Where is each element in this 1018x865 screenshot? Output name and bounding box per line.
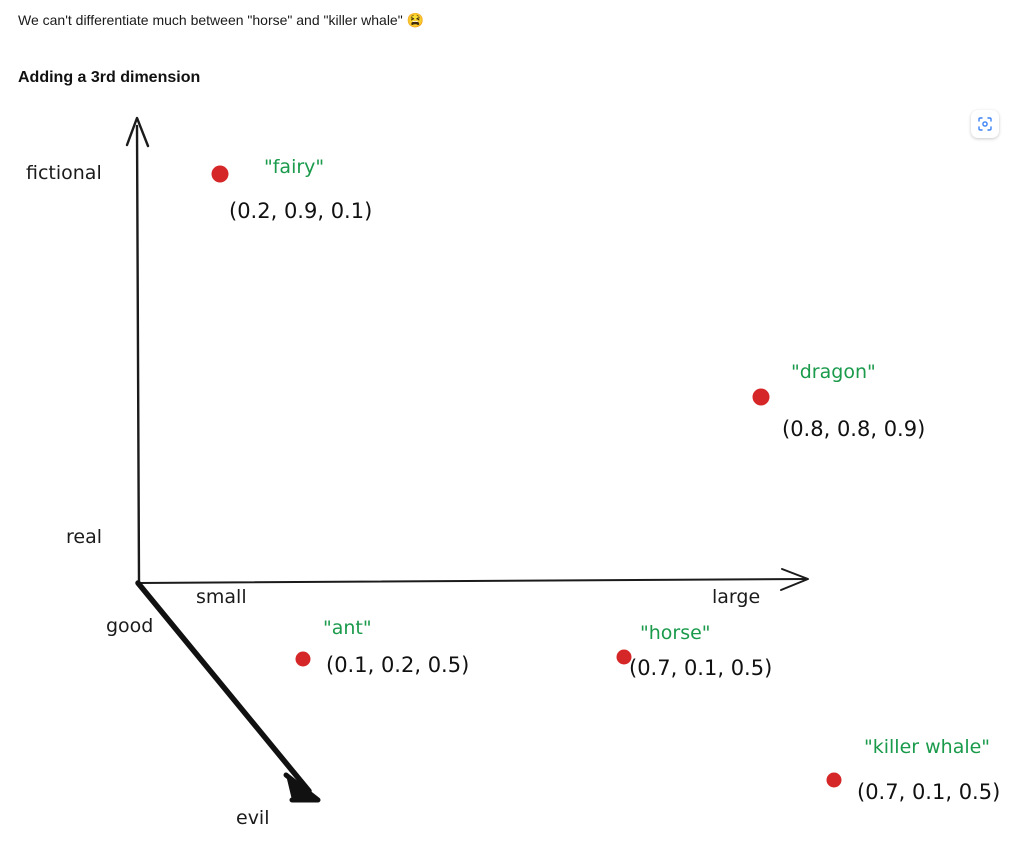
data-point-coords: (0.7, 0.1, 0.5): [857, 780, 1001, 804]
data-point-coords: (0.1, 0.2, 0.5): [326, 653, 470, 677]
data-point-marker[interactable]: [827, 773, 842, 788]
axis-label-real: real: [66, 526, 103, 548]
screenshot-capture-button[interactable]: [971, 110, 999, 138]
data-point-coords: (0.2, 0.9, 0.1): [229, 199, 373, 223]
z-axis: [138, 583, 318, 800]
data-point-label: "ant": [323, 617, 372, 639]
axis-label-good: good: [106, 615, 154, 637]
data-point-marker[interactable]: [296, 652, 311, 667]
axis-label-evil: evil: [236, 807, 270, 829]
axis-label-small: small: [196, 586, 247, 608]
screenshot-capture-icon: [977, 116, 993, 132]
page-title: Adding a 3rd dimension: [18, 69, 201, 86]
diagram-canvas: [0, 96, 1018, 865]
data-point-label: "horse": [640, 622, 711, 644]
data-point-marker[interactable]: [212, 166, 229, 183]
axis-label-large: large: [712, 586, 761, 608]
y-axis: [127, 118, 148, 583]
data-point-label: "dragon": [791, 361, 876, 383]
data-point-coords: (0.7, 0.1, 0.5): [629, 656, 773, 680]
page-caption: We can't differentiate much between "horse" and "killer whale" 😫: [18, 12, 425, 28]
axis-label-fictional: fictional: [26, 162, 102, 184]
data-point-label: "killer whale": [864, 736, 991, 758]
data-point-coords: (0.8, 0.8, 0.9): [782, 417, 926, 441]
data-point-marker[interactable]: [753, 389, 770, 406]
data-point-label: "fairy": [264, 156, 325, 178]
